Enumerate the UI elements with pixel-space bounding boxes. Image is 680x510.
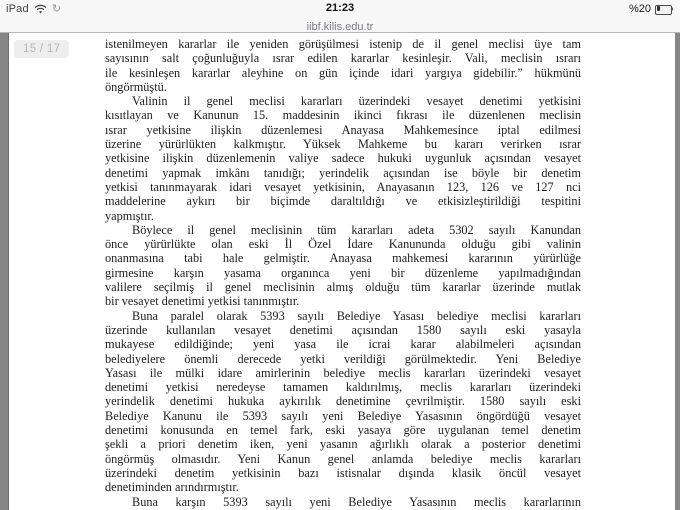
text-line: mukayese edildiğinde; yeni yasa ile icrai karar alabilmeleri açısından: [105, 337, 581, 352]
text-line: yerindelik denetimi hukuka aykırılık denetimine çevrilmiştir. 1580 sayılı eski: [105, 394, 581, 409]
document-text: [105, 37, 581, 509]
text-line: yetkisine ilişkin düzenlemenin valiye sadece hukuki uygunluk açısından vesayet: [105, 151, 581, 166]
text-line: yapmıştır.: [105, 208, 154, 223]
pdf-viewer[interactable]: [0, 33, 680, 510]
pdf-page[interactable]: [9, 33, 675, 510]
text-line: denetimi yetkisi neredeyse tamamen kaldırılmış, meclis kararları üzerindeki: [105, 380, 581, 395]
text-line: Belediye Kanunu ile 5393 sayılı yeni Belediye Yasasının öngördüğü vesayet: [105, 408, 581, 423]
text-line: Böylece il genel meclisinin tüm kararları adeta 5302 sayılı Kanundan: [132, 222, 581, 237]
battery-nub: [671, 7, 673, 11]
text-line: üzerine yürürlükten kalkmıştır. Yüksek Mahkeme bu kararı verirken ısrar: [105, 137, 581, 152]
text-line: ısrar yetkisine ilişkin düzenlemesi Anayasa Mahkemesince iptal edilmesi: [105, 122, 581, 137]
text-line: belediyelere önemli derecede yetki verildiği görülmektedir. Yeni Belediye: [105, 351, 581, 366]
battery-icon: [655, 5, 674, 14]
sync-icon: ↻: [51, 3, 62, 15]
page-indicator: 15 / 17: [14, 40, 69, 58]
text-line: önce yürürlükte olan eski İl Özel İdare Kanununda olduğu gibi valinin: [105, 237, 581, 252]
paragraph: [105, 94, 581, 223]
paragraph: [105, 495, 581, 509]
text-line: sayısının salt çoğunluğuyla ısrar edilen kararlar kesinleşir. Vali, meclisin ısrarı: [105, 51, 581, 66]
text-line: onanmasına tabi hale gelmiştir. Anayasa mahkemesi kararının yürürlüğe: [105, 251, 581, 266]
text-line: öngörmüş olmasıdır. Yeni Kanun genel anlamda belediye meclis kararları: [105, 451, 581, 466]
status-right: [629, 3, 674, 15]
paragraph: [105, 223, 581, 309]
url-domain[interactable]: iibf.kilis.edu.tr: [306, 21, 374, 33]
text-line: girmesine karşın yasama organınca yeni bir düzenleme yapılmadığından: [105, 265, 581, 280]
text-line: ile kesinleşen kararlar aleyhine on gün içinde idari yargıya gidebilir.” hükmünü: [105, 65, 581, 80]
clock: 21:23: [325, 2, 355, 14]
text-line: valilere seçilmiş il genel meclisinin almış olduğu tüm kararlar üzerinde mutlak: [105, 280, 581, 295]
text-line: istenilmeyen kararlar ile yeniden görüşülmesi istenip de il genel meclisi üye tam: [105, 37, 581, 51]
battery-fill: [657, 6, 660, 11]
status-bar: [0, 2, 680, 16]
text-line: Yasası ile mülki idare amirlerinin belediye meclis kararları üzerindeki vesayet: [105, 365, 581, 380]
text-line: üzerinde kullanılan vesayet denetimi açısından 1580 sayılı eski yasayla: [105, 322, 581, 337]
url-bar[interactable]: [0, 17, 680, 35]
text-line: kısıtlayan ve Kanunun 15. maddesinin ikinci fıkrası ile düzenlenen meclisin: [105, 108, 581, 123]
text-line: denetimi konusunda en temel fark, eski yasaya göre uygulanan temel denetim: [105, 423, 581, 438]
text-line: maddelerine aykırı bir biçimde daraltıldığı ve etkisizleştirildiği tespitini: [105, 194, 581, 209]
text-line: Buna karşın 5393 sayılı yeni Belediye Yasasının meclis kararlarının: [132, 494, 581, 509]
text-line: şekli a priori denetim iken, yeni yasanın ağırlıklı olarak a posterior denetimi: [105, 437, 581, 452]
text-line: Buna paralel olarak 5393 sayılı Belediye Yasası belediye meclisi kararları: [132, 308, 581, 323]
viewer-left-margin: [0, 33, 9, 510]
text-line: bir vesayet denetimi yetkisi tanınmıştır.: [105, 294, 300, 309]
text-line: üzerindeki denetim yetkisinin bazı istisnalar dışında klasik öncül vesayet: [105, 465, 581, 480]
text-line: Valinin il genel meclisi kararları üzerindeki vesayet denetimi yetkisini: [132, 94, 581, 109]
text-line: denetimi yapmak imkânı tanıdığı; yerindelik açısından ise böyle bir denetim: [105, 165, 581, 180]
browser-chrome: [0, 0, 680, 33]
device-label: iPad: [6, 3, 29, 15]
battery-percent: %20: [628, 3, 651, 15]
text-line: denetiminden arındırmıştır.: [105, 480, 239, 495]
paragraph: [105, 309, 581, 495]
text-line: öngörmüştü.: [105, 79, 167, 94]
text-line: yetkisi tanınmayarak idari vesayet yetkisinin, Anayasanın 123, 126 ve 127 nci: [105, 179, 581, 194]
paragraph: [105, 37, 581, 94]
